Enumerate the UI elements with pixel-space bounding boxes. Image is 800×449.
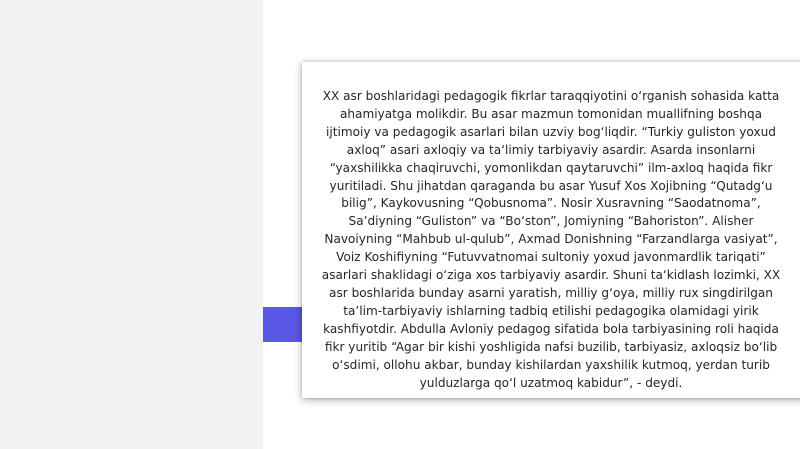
text-card — [302, 62, 800, 398]
left-panel — [0, 0, 263, 449]
card-paragraph: XX asr boshlaridagi pedagogik fikrlar taraqqiyotini o‘rganish sohasida katta ahamiyatga molikdir. Bu asar mazmun tomonidan muallifning boshqa ijtimoiy va pedagogik asarlari bilan uzviy bog‘liqdir. “Turkiy guliston yoxud axloq” asari axloqiy va ta‘limiy tarbiyaviy asardir. Asarda insonlarni “yaxshilikka chaqiruvchi, yomonlikdan qaytaruvchi” ilm-axloq haqida fikr yuritiladi. Shu jihatdan qaraganda bu asar Yusuf Xos Xojibning “Qutadg‘u bilig”, Kaykovusning “Qobusnoma”. Nosir Xusravning “Saodatnoma”, Sa’diyning “Guliston” va “Bo‘ston”, Jomiyning “Bahoriston”. Alisher Navoiyning “Mahbub ul-qulub”, Axmad Donishning “Farzandlarga vasiyat”, Voiz Koshifiyning “Futuvvatnomai sultoniy yoxud javonmardlik tariqati” asarlari shaklidagi o‘ziga xos tarbiyaviy asardir. Shuni ta‘kidlash lozimki, XX asr boshlarida bunday asarni yaratish, milliy g‘oya, milliy rux singdirilgan ta’lim-tarbiyaviy ishlarning tadbiq etilishi pedagogika olamidagi yirik kashfiyotdir. Abdulla Avloniy pedagog sifatida bola tarbiyasining roli haqida fikr yuritib “Agar bir kishi yoshligida nafsi buzilib, tarbiyasiz, axloqsiz bo‘lib o‘sdimi, ollohu akbar, bunday kishilardan yaxshilik kutmoq, yerdan turib yulduzlarga qo‘l uzatmoq kabidur”, - deydi. — [321, 89, 781, 390]
accent-bar — [263, 307, 303, 342]
